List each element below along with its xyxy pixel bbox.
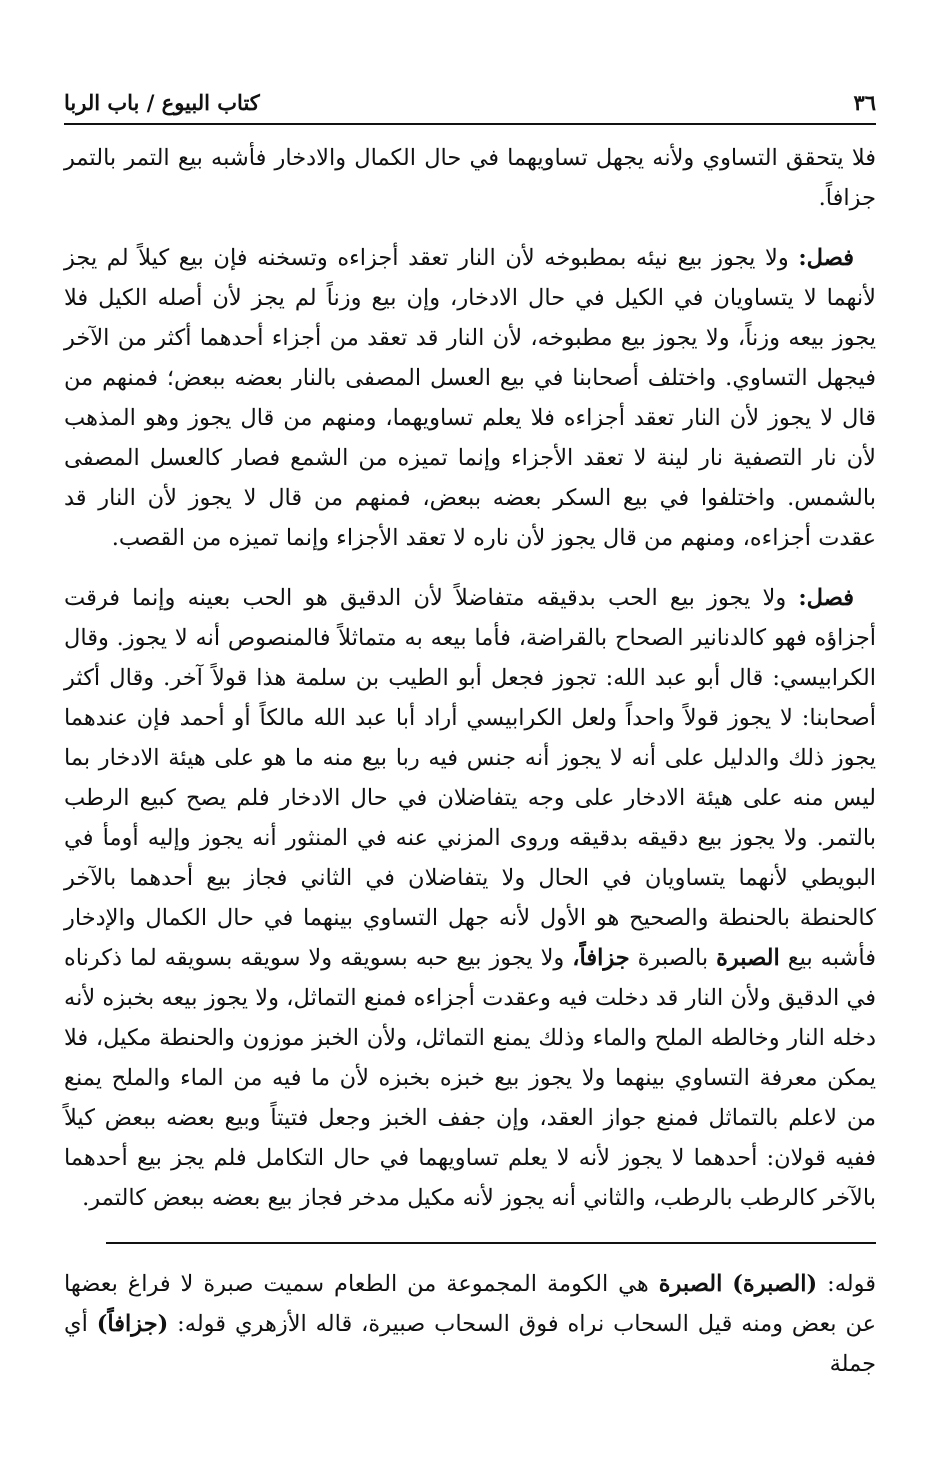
paragraph-2	[64, 238, 876, 558]
paragraph-2-text: ولا يجوز بيع نيئه بمطبوخه لأن النار تعقد أجزاءه وتسخنه فإن بيع كيلاً لم يجز لأنهما لا يتساويان في الكيل في حال الادخار، وإن بيع وزناً لم يجز لأن أصله الكيل فلا يجوز بيعه وزناً، ولا يجوز بيع مطبوخه، لأن النار قد تعقد من أجزاء أحدهما أكثر من الآخر فيجهل التساوي. واختلف أصحابنا في بيع العسل المصفى بالنار بعضه ببعض؛ فمنهم من قال لا يجوز لأن النار تعقد أجزاءه فلا يعلم تساويهما، ومنهم من قال يجوز وهو المذهب لأن نار التصفية نار لينة لا تعقد الأجزاء وإنما تميزه من الشمع فصار كالعسل المصفى بالشمس. واختلفوا في بيع السكر بعضه ببعض، فمنهم من قال لا يجوز لأن النار قد عقدت أجزاءه، ومنهم من قال يجوز لأن ناره لا تعقد الأجزاء وإنما تميزه من القصب.	[64, 245, 876, 551]
paragraph-3	[64, 578, 876, 1218]
footnote-term-1b: الصبرة	[658, 1271, 723, 1297]
section-label: فصل:	[798, 245, 854, 271]
footnote-rule	[106, 1242, 876, 1244]
section-label: فصل:	[798, 585, 854, 611]
page-number: ٣٦	[853, 90, 876, 115]
header-rule	[64, 123, 876, 125]
paragraph-1: فلا يتحقق التساوي ولأنه يجهل تساويهما في حال الكمال والادخار فأشبه بيع التمر بالتمر جزافاً.	[64, 145, 876, 211]
glossed-term-sabra: الصبرة	[716, 945, 780, 971]
footnote-lead: قوله:	[827, 1271, 877, 1297]
footnote-term-1: (الصبرة)	[732, 1271, 818, 1297]
footnote-text	[64, 1264, 876, 1384]
running-head	[64, 86, 876, 126]
footnote	[64, 1264, 876, 1384]
main-text	[64, 138, 876, 1218]
glossed-term-juzafan: جزافاً،	[572, 945, 630, 971]
running-title: كتاب البيوع / باب الربا	[64, 90, 260, 115]
paragraph-3-text-a: ولا يجوز بيع الحب بدقيقه متفاضلاً لأن الدقيق هو الحب بعينه وإنما فرقت أجزاؤه فهو كالدنانير الصحاح بالقراضة، فأما بيعه به متماثلاً فالمنصوص أنه لا يجوز. وقال الكرابيسي: قال أبو عبد الله: تجوز فجعل أبو الطيب بن سلمة هذا قولاً آخر. وقال أكثر أصحابنا: لا يجوز قولاً واحداً ولعل الكرابيسي أراد أبا عبد الله مالكاً أو أحمد فإن عندهما يجوز ذلك والدليل على أنه لا يجوز أنه جنس فيه ربا بيع منه ما هو على هيئة الادخار بما ليس منه على هيئة الادخار على وجه يتفاضلان في حال الادخار فلم يصح كبيع الرطب بالتمر. ولا يجوز بيع دقيقه بدقيقه وروى المزني عنه في المنثور أنه يجوز وإليه أومأ في البويطي لأنهما يتساويان في الحال ولا يتفاضلان في الثاني فجاز بيع أحدهما بالآخر كالحنطة بالحنطة والصحيح هو الأول لأنه جهل التساوي بينهما في حال الكمال والإدخار فأشبه بيع	[64, 585, 876, 971]
footnote-term-2: (جزافاً)	[96, 1311, 169, 1337]
paragraph-3-text-b: بالصبرة	[637, 945, 709, 971]
footnote-body: هي الكومة المجموعة من الطعام سميت صبرة لا فراغ بعضها عن بعض ومنه قيل السحاب نراه فوق السحاب صبيرة، قاله الأزهري قوله:	[64, 1271, 877, 1337]
footnote-tail: أي جملة	[64, 1311, 876, 1377]
paragraph-3-text-c: ولا يجوز بيع حبه بسويقه ولا سويقه بسويقه لما ذكرناه في الدقيق ولأن النار قد دخلت فيه وعقدت أجزاءه فمنع التماثل، ولا يجوز بيعه بخبزه لأنه دخله النار وخالطه الملح والماء وذلك يمنع التماثل، ولأن الخبز موزون والحنطة مكيل، فلا يمكن معرفة التساوي بينهما ولا يجوز بيع خبزه بخبزه لأن ما فيه من الماء والملح يمنع من لاعلم بالتماثل فمنع جواز العقد، وإن جفف الخبز وجعل فتيتاً وبيع بعضه ببعض كيلاً ففيه قولان: أحدهما لا يجوز لأنه لا يعلم تساويهما في حال التكامل فلم يجز بيع أحدهما بالآخر كالرطب بالرطب، والثاني أنه يجوز لأنه مكيل مدخر فجاز بيع بعضه ببعض كالتمر.	[64, 945, 876, 1211]
